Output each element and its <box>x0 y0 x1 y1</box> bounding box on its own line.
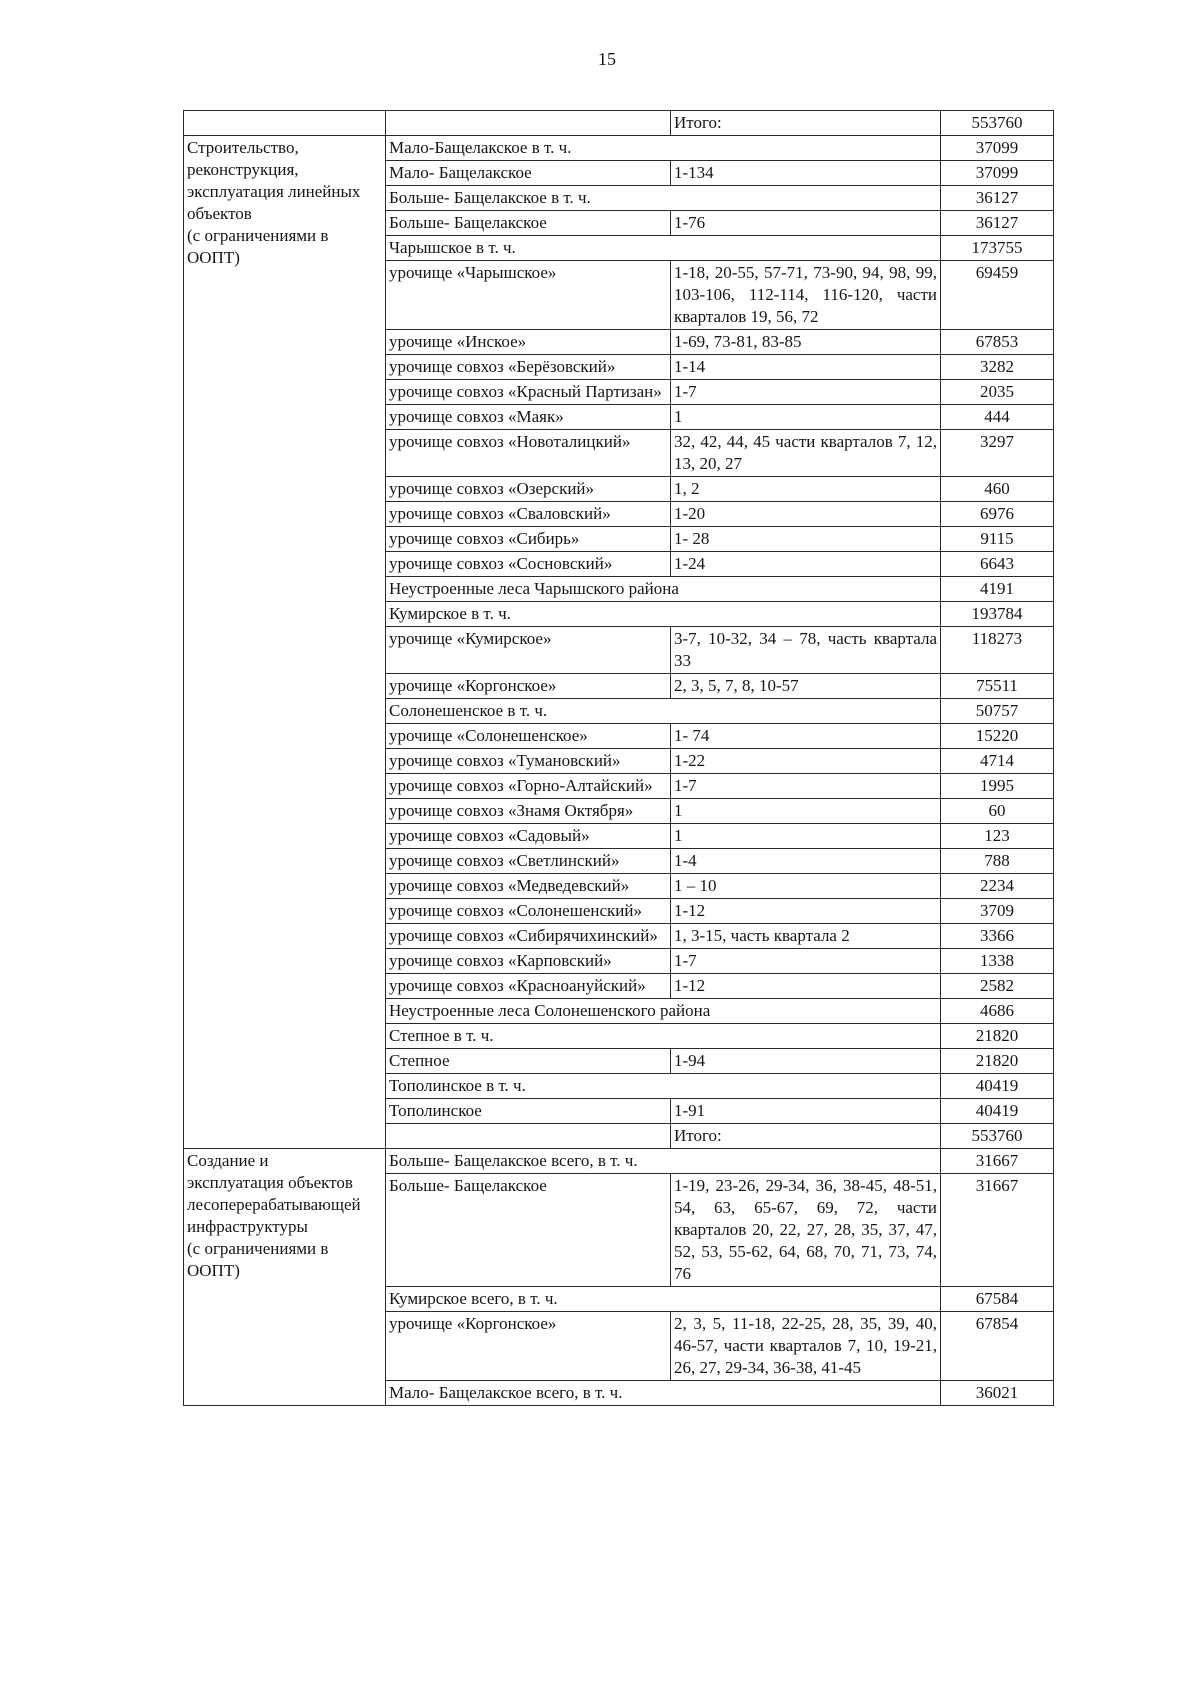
area-cell: 15220 <box>941 724 1054 749</box>
quarters-cell: 1-7 <box>671 380 941 405</box>
forest-name-cell: урочище «Кумирское» <box>386 627 671 674</box>
area-cell: 3297 <box>941 430 1054 477</box>
forest-name-cell: Кумирское в т. ч. <box>386 602 941 627</box>
area-cell: 31667 <box>941 1174 1054 1287</box>
forest-name-cell: урочище совхоз «Тумановский» <box>386 749 671 774</box>
quarters-cell: 1-76 <box>671 211 941 236</box>
forest-name-cell: урочище совхоз «Берёзовский» <box>386 355 671 380</box>
area-cell: 67584 <box>941 1287 1054 1312</box>
quarters-cell: 1 <box>671 824 941 849</box>
area-cell: 40419 <box>941 1074 1054 1099</box>
quarters-cell: 32, 42, 44, 45 части кварталов 7, 12, 13, 20, 27 <box>671 430 941 477</box>
forest-name-cell: урочище совхоз «Маяк» <box>386 405 671 430</box>
quarters-cell: 2, 3, 5, 11-18, 22-25, 28, 35, 39, 40, 46-57, части кварталов 7, 10, 19-21, 26, 27, 29-34, 36-38, 41-45 <box>671 1312 941 1381</box>
quarters-cell: 1-94 <box>671 1049 941 1074</box>
forest-name-cell: урочище совхоз «Садовый» <box>386 824 671 849</box>
forest-name-cell: Мало- Бащелакское всего, в т. ч. <box>386 1381 941 1406</box>
forest-name-cell <box>386 111 671 136</box>
area-cell: 67854 <box>941 1312 1054 1381</box>
forest-name-cell: урочище совхоз «Красноануйский» <box>386 974 671 999</box>
forest-name-cell: урочище «Коргонское» <box>386 674 671 699</box>
area-cell: 1338 <box>941 949 1054 974</box>
quarters-cell: 1, 3-15, часть квартала 2 <box>671 924 941 949</box>
forest-name-cell: урочище «Коргонское» <box>386 1312 671 1381</box>
forest-name-cell: Больше- Бащелакское <box>386 1174 671 1287</box>
area-cell: 21820 <box>941 1024 1054 1049</box>
area-cell: 60 <box>941 799 1054 824</box>
area-cell: 37099 <box>941 136 1054 161</box>
category-line: Создание и <box>187 1151 269 1170</box>
table-row <box>184 1149 1054 1174</box>
category-cell <box>184 136 386 1149</box>
category-line: (с ограничениями в <box>187 226 329 245</box>
area-cell: 40419 <box>941 1099 1054 1124</box>
quarters-cell: 1 <box>671 799 941 824</box>
area-cell: 3366 <box>941 924 1054 949</box>
area-cell: 6976 <box>941 502 1054 527</box>
forest-name-cell <box>386 1124 671 1149</box>
forest-name-cell: Тополинское в т. ч. <box>386 1074 941 1099</box>
category-line: Строительство, <box>187 138 299 157</box>
quarters-cell: 1-12 <box>671 899 941 924</box>
area-cell: 3282 <box>941 355 1054 380</box>
forest-name-cell: Кумирское всего, в т. ч. <box>386 1287 941 1312</box>
forest-name-cell: урочище совхоз «Горно-Алтайский» <box>386 774 671 799</box>
forest-name-cell: урочище совхоз «Сибирь» <box>386 527 671 552</box>
area-cell: 193784 <box>941 602 1054 627</box>
quarters-cell: 1-7 <box>671 774 941 799</box>
quarters-cell: 1-4 <box>671 849 941 874</box>
forest-name-cell: урочище совхоз «Красный Партизан» <box>386 380 671 405</box>
forest-name-cell: урочище «Инское» <box>386 330 671 355</box>
category-cell <box>184 111 386 136</box>
area-cell: 444 <box>941 405 1054 430</box>
forest-name-cell: Больше- Бащелакское в т. ч. <box>386 186 941 211</box>
area-cell: 1995 <box>941 774 1054 799</box>
area-cell: 2234 <box>941 874 1054 899</box>
area-cell: 460 <box>941 477 1054 502</box>
area-cell: 4191 <box>941 577 1054 602</box>
quarters-cell: 1- 74 <box>671 724 941 749</box>
forest-name-cell: Мало-Бащелакское в т. ч. <box>386 136 941 161</box>
quarters-cell: 1-91 <box>671 1099 941 1124</box>
quarters-cell: 1-18, 20-55, 57-71, 73-90, 94, 98, 99, 103-106, 112-114, 116-120, части кварталов 19, 56, 72 <box>671 261 941 330</box>
area-cell: 67853 <box>941 330 1054 355</box>
quarters-cell: Итого: <box>671 111 941 136</box>
quarters-cell: 1-24 <box>671 552 941 577</box>
area-cell: 36127 <box>941 186 1054 211</box>
forest-name-cell: урочище совхоз «Озерский» <box>386 477 671 502</box>
table-row <box>184 136 1054 161</box>
quarters-cell: 1-134 <box>671 161 941 186</box>
area-cell: 50757 <box>941 699 1054 724</box>
category-line: ООПТ) <box>187 248 240 267</box>
area-cell: 4714 <box>941 749 1054 774</box>
table-row <box>184 111 1054 136</box>
area-cell: 788 <box>941 849 1054 874</box>
forest-name-cell: Степное <box>386 1049 671 1074</box>
forest-name-cell: урочище совхоз «Сосновский» <box>386 552 671 577</box>
forest-name-cell: урочище «Чарышское» <box>386 261 671 330</box>
area-cell: 69459 <box>941 261 1054 330</box>
area-cell: 37099 <box>941 161 1054 186</box>
category-line: объектов <box>187 204 252 223</box>
category-line: ООПТ) <box>187 1261 240 1280</box>
quarters-cell: 1-19, 23-26, 29-34, 36, 38-45, 48-51, 54, 63, 65-67, 69, 72, части кварталов 20, 22, 27, 28, 35, 37, 47, 52, 53, 55-62, 64, 68, 70, 71, 73, 74, 76 <box>671 1174 941 1287</box>
area-cell: 21820 <box>941 1049 1054 1074</box>
area-cell: 118273 <box>941 627 1054 674</box>
quarters-cell: 1 – 10 <box>671 874 941 899</box>
forest-name-cell: Больше- Бащелакское всего, в т. ч. <box>386 1149 941 1174</box>
forest-name-cell: Больше- Бащелакское <box>386 211 671 236</box>
forest-name-cell: Степное в т. ч. <box>386 1024 941 1049</box>
category-cell <box>184 1149 386 1406</box>
area-cell: 3709 <box>941 899 1054 924</box>
category-line: эксплуатация объектов <box>187 1173 353 1192</box>
forest-name-cell: урочище совхоз «Светлинский» <box>386 849 671 874</box>
category-line: инфраструктуры <box>187 1217 308 1236</box>
quarters-cell: 1-69, 73-81, 83-85 <box>671 330 941 355</box>
category-line: (с ограничениями в <box>187 1239 329 1258</box>
quarters-cell: 1-14 <box>671 355 941 380</box>
forest-name-cell: Неустроенные леса Солонешенского района <box>386 999 941 1024</box>
quarters-cell: 1- 28 <box>671 527 941 552</box>
category-line: реконструкция, <box>187 160 299 179</box>
quarters-cell: 3-7, 10-32, 34 – 78, часть квартала 33 <box>671 627 941 674</box>
area-cell: 123 <box>941 824 1054 849</box>
category-line: эксплуатация линейных <box>187 182 361 201</box>
area-cell: 2035 <box>941 380 1054 405</box>
quarters-cell: 1-20 <box>671 502 941 527</box>
category-line: лесоперерабатывающей <box>187 1195 361 1214</box>
area-cell: 4686 <box>941 999 1054 1024</box>
forest-name-cell: урочище совхоз «Знамя Октября» <box>386 799 671 824</box>
area-cell: 75511 <box>941 674 1054 699</box>
forest-name-cell: урочище совхоз «Новоталицкий» <box>386 430 671 477</box>
forest-name-cell: урочище совхоз «Медведевский» <box>386 874 671 899</box>
area-cell: 31667 <box>941 1149 1054 1174</box>
quarters-cell: Итого: <box>671 1124 941 1149</box>
forest-name-cell: урочище совхоз «Карповский» <box>386 949 671 974</box>
forest-name-cell: урочище «Солонешенское» <box>386 724 671 749</box>
area-cell: 9115 <box>941 527 1054 552</box>
forest-name-cell: урочище совхоз «Сибирячихинский» <box>386 924 671 949</box>
forest-name-cell: Солонешенское в т. ч. <box>386 699 941 724</box>
area-cell: 36021 <box>941 1381 1054 1406</box>
quarters-cell: 1-12 <box>671 974 941 999</box>
area-cell: 2582 <box>941 974 1054 999</box>
forest-name-cell: Чарышское в т. ч. <box>386 236 941 261</box>
quarters-cell: 1, 2 <box>671 477 941 502</box>
table-body <box>184 111 1054 1406</box>
quarters-cell: 2, 3, 5, 7, 8, 10-57 <box>671 674 941 699</box>
document-table <box>183 110 1054 1406</box>
area-cell: 553760 <box>941 1124 1054 1149</box>
quarters-cell: 1-22 <box>671 749 941 774</box>
quarters-cell: 1-7 <box>671 949 941 974</box>
area-cell: 6643 <box>941 552 1054 577</box>
quarters-cell: 1 <box>671 405 941 430</box>
forest-name-cell: Неустроенные леса Чарышского района <box>386 577 941 602</box>
area-cell: 173755 <box>941 236 1054 261</box>
area-cell: 553760 <box>941 111 1054 136</box>
area-cell: 36127 <box>941 211 1054 236</box>
forest-name-cell: урочище совхоз «Сваловский» <box>386 502 671 527</box>
page-number: 15 <box>598 49 616 69</box>
forest-name-cell: урочище совхоз «Солонешенский» <box>386 899 671 924</box>
forest-name-cell: Тополинское <box>386 1099 671 1124</box>
forest-name-cell: Мало- Бащелакское <box>386 161 671 186</box>
